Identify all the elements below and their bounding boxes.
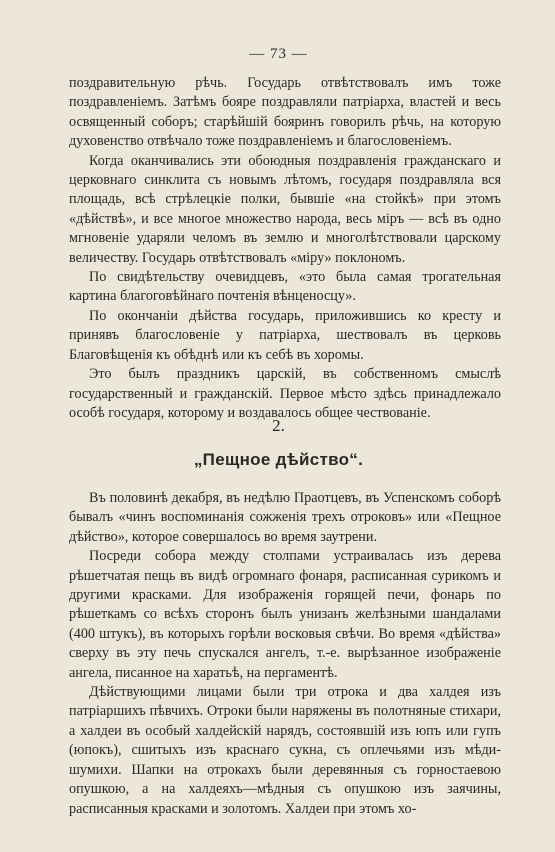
paragraph: Въ половинѣ декабря, въ недѣлю Праотцевъ, въ Успенскомъ соборѣ бывалъ «чинъ воспоминанія сожженія трехъ отроковъ» или «Пещное дѣйство», которое совершалось во время заутрени.: [69, 490, 501, 545]
paragraph: Дѣйствующими лицами были три отрока и два халдея изъ патріаршихъ пѣвчихъ. Отроки были наряжены въ полотняные стихари, а халдеи въ особый халдейскій нарядъ, состоявшій изъ юпъ или гупъ (юпокъ), сшитыхъ изъ краснаго сукна, съ оплечьями изъ мѣди-шумихи. Шапки на отрокахъ были деревянныя съ горностаевою опушкою, а на халдеяхъ—мѣдныя съ опушкою изъ заячины, расписанныя красками и золотомъ. Халдеи при этомъ хо-: [69, 684, 501, 817]
page-number: — 73 —: [249, 46, 308, 62]
paragraph: Это былъ праздникъ царскій, въ собственномъ смыслѣ государственный и гражданскій. Первое мѣсто здѣсь принадлежало особѣ государя, которому и воздавалось общее чествованіе.: [69, 366, 501, 421]
text-block-lower: [69, 489, 501, 819]
section-number: 2.: [272, 416, 285, 435]
section-title: „Пещное дѣйство“.: [193, 450, 364, 469]
paragraph: Посреди собора между столпами устраивалась изъ дерева рѣшетчатая пещь въ видѣ огромнаго фонаря, расписанная сурикомъ и другими красками. Для изображенія горящей печи, фонарь по рѣшеткамъ со всѣхъ сторонъ былъ унизанъ желѣзными шандалами (400 штукъ), въ которыхъ горѣли восковыя свѣчи. Во время «дѣйства» сверху въ эту печь спускался ангелъ, т.-е. вырѣзанное изображеніе ангела, писанное на харатьѣ, на пергаментѣ.: [69, 548, 501, 681]
paragraph: поздравительную рѣчь. Государь отвѣтствовалъ имъ тоже поздравленіемъ. Затѣмъ бояре поздравляли патріарха, властей и весь освященный соборъ; старѣйшій бояринъ говорилъ рѣчь, на которую духовенство отвѣчало тоже поздравленіемъ и благословеніемъ.: [69, 75, 501, 150]
paragraph: Когда оканчивались эти обоюдныя поздравленія гражданскаго и церковнаго синклита съ новымъ лѣтомъ, государя поздравляла вся площадь, всѣ стрѣлецкіе полки, бывшіе «на стойкѣ» при этомъ «дѣйствѣ», и все многое множество народа, весь міръ — всѣ въ одно мгновеніе ударяли челомъ въ землю и многолѣтствовали царскому величеству. Государь отвѣтствовалъ «міру» поклономъ.: [69, 152, 501, 266]
book-page: [6, 4, 551, 848]
paragraph: По свидѣтельству очевидцевъ, «это была самая трогательная картина благоговѣйнаго почтенія вѣнценосцу».: [69, 269, 501, 305]
text-block-upper: [69, 74, 501, 423]
paragraph: По окончаніи дѣйства государь, приложившись ко кресту и принявъ благословеніе у патріарха, шествовалъ въ церковь Благовѣщенія къ обѣднѣ или къ себѣ въ хоромы.: [69, 307, 501, 363]
